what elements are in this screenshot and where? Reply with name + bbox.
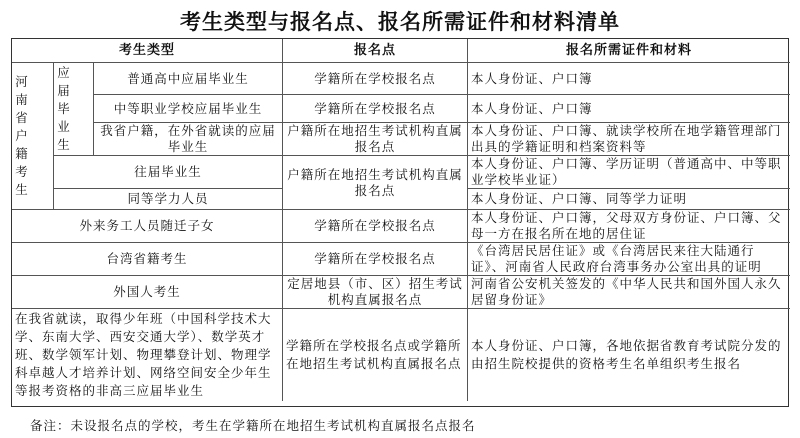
henan-label: 河 南 省 户 籍 考 生: [15, 74, 29, 197]
type-cell: 同等学力人员: [54, 189, 283, 210]
type-cell: 台湾省籍考生: [12, 243, 283, 276]
type-cell: 中等职业学校应届毕业生: [94, 95, 283, 123]
site-cell: 学籍所在学校报名点: [283, 95, 468, 123]
header-docs: 报名所需证件和材料: [468, 39, 790, 63]
docs-cell: 《台湾居民居住证》或《台湾居民来往大陆通行证》、河南省人民政府台湾事务办公室出具的证明: [468, 243, 790, 276]
type-cell: 外国人考生: [12, 276, 283, 309]
footnote: 备注：未设报名点的学校，考生在学籍所在地招生考试机构直属报名点报名: [30, 418, 476, 433]
docs-cell: 本人身份证、户口簿，父母双方身份证、户口簿、父母一方在报名所在地的居住证: [468, 210, 790, 243]
type-cell: 外来务工人员随迁子女: [12, 210, 283, 243]
site-cell: 定居地县（市、区）招生考试机构直属报名点: [283, 276, 468, 309]
site-cell: 学籍所在学校报名点: [283, 243, 468, 276]
docs-cell: 本人身份证、户口簿: [468, 63, 790, 95]
docs-cell: 河南省公安机关签发的《中华人民共和国外国人永久居留身份证》: [468, 276, 790, 309]
page-title: 考生类型与报名点、报名所需证件和材料清单: [180, 10, 620, 34]
type-cell: 往届毕业生: [54, 156, 283, 189]
site-cell: 学籍所在学校报名点: [283, 63, 468, 95]
docs-cell: 本人身份证、户口簿，各地依据省教育考试院分发的由招生院校提供的资格考生名单组织考生报名: [471, 338, 782, 371]
yingjie-label-cell: [54, 63, 94, 156]
type-cell: 在我省就读，取得少年班（中国科学技术大学、东南大学、西安交通大学）、数学英才班、数学领军计划、物理攀登计划、物理学科卓越人才培养计划、网络空间安全少年生等报考资格的非高三应届毕业生: [12, 309, 283, 401]
docs-cell: 本人身份证、户口簿、就读学校所在地学籍管理部门出具的学籍证明和档案资料等: [468, 123, 790, 156]
site-cell: 户籍所在地招生考试机构直属报名点: [283, 123, 468, 156]
header-site: 报名点: [283, 39, 468, 63]
docs-cell: 本人身份证、户口簿、同等学力证明: [468, 189, 790, 210]
header-type: 考生类型: [12, 39, 283, 63]
materials-table: [11, 38, 789, 407]
henan-label-cell: [12, 63, 54, 210]
site-cell: 户籍所在地招生考试机构直属报名点: [283, 156, 468, 210]
docs-cell: 本人身份证、户口簿: [468, 95, 790, 123]
type-cell: 普通高中应届毕业生: [94, 63, 283, 95]
site-cell: 学籍所在学校报名点: [283, 210, 468, 243]
type-cell: 我省户籍，在外省就读的应届毕业生: [94, 123, 283, 156]
docs-cell: 本人身份证、户口簿、学历证明（普通高中、中等职业学校毕业证）: [468, 156, 790, 189]
site-cell: 学籍所在学校报名点或学籍所在地招生考试机构直属报名点: [283, 309, 468, 401]
yingjie-label: 应 届 毕 业 生: [57, 65, 71, 152]
